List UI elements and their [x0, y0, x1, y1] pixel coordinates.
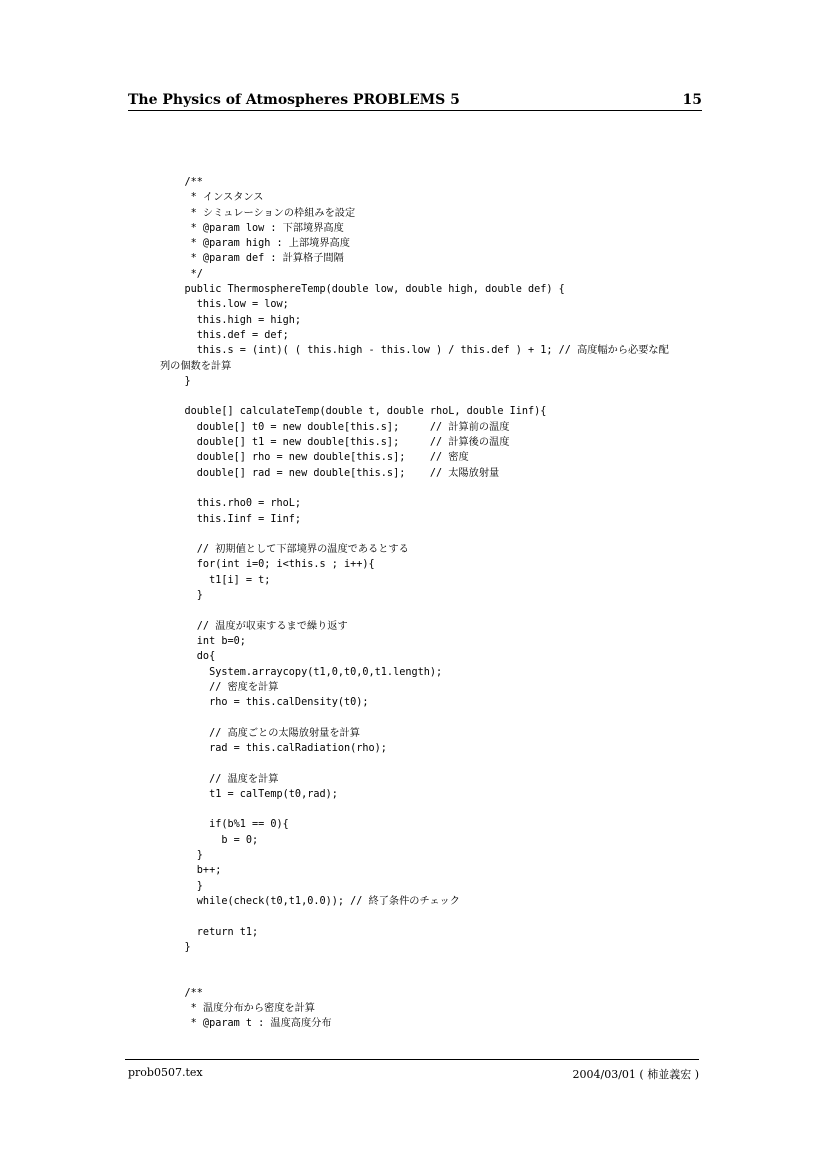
page-footer — [125, 1059, 699, 1084]
code-line: * シミュレーションの枠組みを設定 — [160, 207, 356, 219]
code-line: this.s = (int)( ( this.high - this.low ) / this.def ) + 1; // 高度幅から必要な配 — [160, 345, 669, 357]
code-line: t1 = calTemp(t0,rad); — [160, 788, 338, 800]
code-line: } — [160, 941, 191, 953]
code-listing — [160, 175, 720, 1032]
code-line: * @param low : 下部境界高度 — [160, 222, 344, 234]
code-line: * インスタンス — [160, 192, 264, 204]
code-line: 列の個数を計算 — [160, 360, 232, 372]
code-line: // 密度を計算 — [160, 681, 279, 693]
code-line: */ — [160, 268, 203, 280]
code-line: do{ — [160, 651, 216, 663]
code-line — [160, 389, 720, 404]
code-line — [160, 756, 720, 771]
page-header — [128, 90, 702, 111]
code-line: double[] rho = new double[this.s]; // 密度 — [160, 452, 469, 464]
code-line: return t1; — [160, 926, 259, 938]
code-line: /** — [160, 987, 203, 999]
code-line: double[] calculateTemp(double t, double rhoL, double Iinf){ — [160, 406, 547, 418]
code-line: this.def = def; — [160, 329, 289, 341]
code-line — [160, 909, 720, 924]
source-filename: prob0507.tex — [128, 1066, 203, 1079]
code-line: * 温度分布から密度を計算 — [160, 1003, 315, 1015]
code-line — [160, 710, 720, 725]
code-line: b++; — [160, 865, 222, 877]
code-line: // 高度ごとの太陽放射量を計算 — [160, 727, 360, 739]
code-line: public ThermosphereTemp(double low, double high, double def) { — [160, 284, 565, 296]
code-line: double[] rad = new double[this.s]; // 太陽放射量 — [160, 467, 500, 479]
code-line: while(check(t0,t1,0.0)); // 終了条件のチェック — [160, 895, 460, 907]
code-line: * @param t : 温度高度分布 — [160, 1018, 332, 1030]
code-line: } — [160, 880, 203, 892]
code-line: } — [160, 850, 203, 862]
code-line — [160, 527, 720, 542]
code-line: /** — [160, 177, 203, 188]
page-number: 15 — [682, 92, 702, 108]
code-line — [160, 970, 720, 985]
code-line: rho = this.calDensity(t0); — [160, 697, 369, 709]
code-line: if(b%1 == 0){ — [160, 819, 289, 831]
code-line: // 初期値として下部境界の温度であるとする — [160, 544, 409, 556]
document-title: The Physics of Atmospheres PROBLEMS 5 — [128, 92, 460, 108]
date-author: 2004/03/01 ( 柿並義宏 ) — [572, 1068, 699, 1081]
code-line: t1[i] = t; — [160, 574, 271, 586]
code-line: this.Iinf = Iinf; — [160, 513, 302, 525]
code-line: this.rho0 = rhoL; — [160, 498, 302, 510]
code-line: int b=0; — [160, 635, 246, 647]
code-line: * @param high : 上部境界高度 — [160, 238, 350, 250]
code-line — [160, 603, 720, 618]
code-line — [160, 955, 720, 970]
code-line: // 温度を計算 — [160, 773, 279, 785]
code-line: this.high = high; — [160, 314, 302, 326]
code-line: double[] t1 = new double[this.s]; // 計算後の温度 — [160, 437, 510, 449]
code-line — [160, 802, 720, 817]
code-line: rad = this.calRadiation(rho); — [160, 742, 387, 754]
code-line: this.low = low; — [160, 299, 289, 311]
code-line: // 温度が収束するまで繰り返す — [160, 620, 348, 632]
code-line: * @param def : 計算格子間隔 — [160, 253, 344, 265]
code-line: b = 0; — [160, 834, 259, 846]
code-line — [160, 481, 720, 496]
code-line: System.arraycopy(t1,0,t0,0,t1.length); — [160, 666, 443, 678]
code-line: } — [160, 375, 191, 387]
code-line: } — [160, 590, 203, 602]
code-line: for(int i=0; i<this.s ; i++){ — [160, 559, 375, 571]
code-line: double[] t0 = new double[this.s]; // 計算前の温度 — [160, 421, 510, 433]
